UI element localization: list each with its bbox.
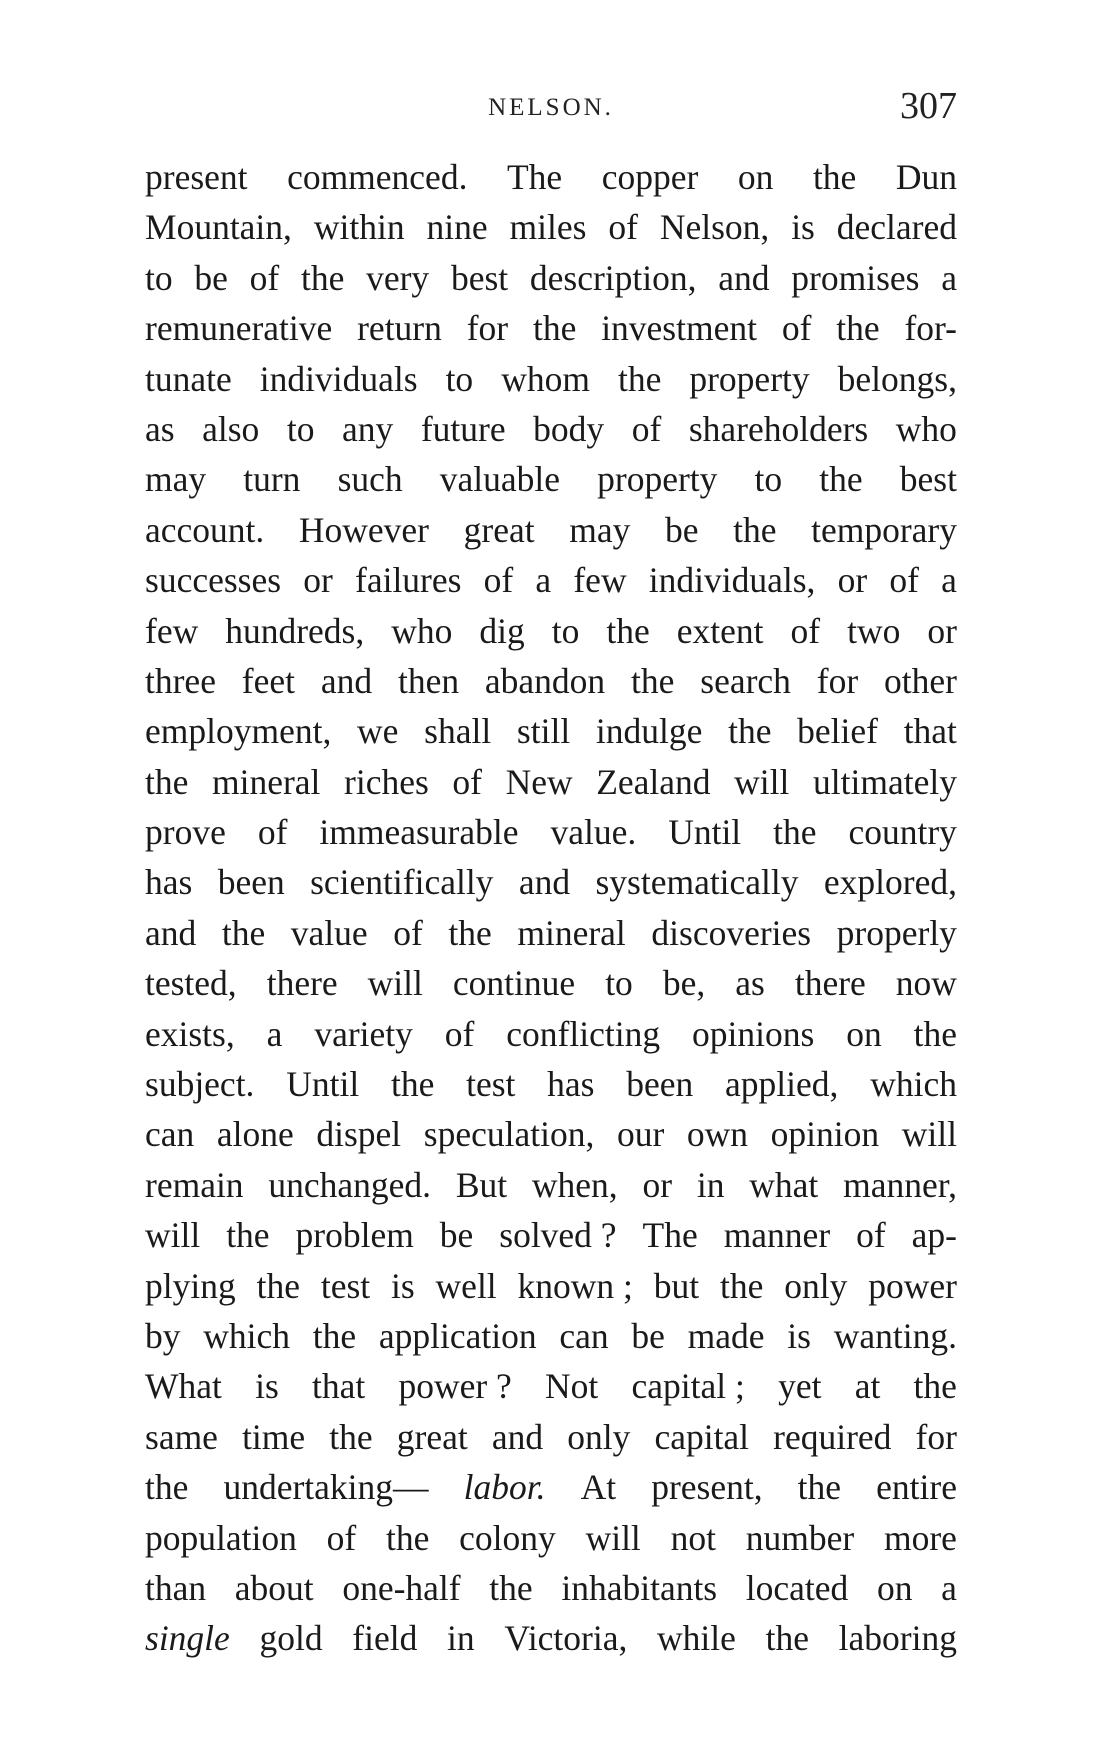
word: the bbox=[448, 912, 492, 953]
word: of bbox=[608, 207, 638, 248]
word: and bbox=[491, 1416, 544, 1457]
text-line bbox=[145, 1462, 957, 1512]
word: a bbox=[941, 560, 957, 601]
text-line bbox=[145, 1513, 957, 1563]
word: of bbox=[393, 912, 423, 953]
word: at bbox=[854, 1366, 881, 1407]
word: only bbox=[784, 1265, 848, 1306]
word: a bbox=[941, 1567, 957, 1608]
word: plying bbox=[145, 1265, 236, 1306]
word: as bbox=[145, 408, 175, 449]
word: best bbox=[450, 257, 509, 298]
word: the bbox=[836, 308, 880, 349]
word: search bbox=[700, 660, 791, 701]
word: conflicting bbox=[506, 1013, 661, 1054]
word: entire bbox=[876, 1467, 957, 1508]
text-line bbox=[145, 202, 957, 252]
text-line bbox=[145, 1613, 957, 1663]
word: number bbox=[745, 1517, 855, 1558]
word: is bbox=[391, 1265, 415, 1306]
word: The bbox=[507, 157, 563, 197]
word: or bbox=[837, 560, 868, 601]
word: turn bbox=[243, 459, 301, 500]
text-line bbox=[145, 1059, 957, 1109]
word: who bbox=[895, 408, 957, 449]
word: of bbox=[631, 408, 662, 449]
body-text bbox=[145, 152, 957, 1664]
word: The bbox=[642, 1215, 698, 1256]
word: be bbox=[631, 1315, 665, 1356]
word: Until bbox=[286, 1064, 360, 1105]
word: copper bbox=[601, 157, 699, 197]
word: more bbox=[883, 1517, 957, 1558]
word: been bbox=[626, 1064, 694, 1105]
word: is bbox=[255, 1366, 279, 1407]
word: the bbox=[386, 1517, 430, 1558]
word: is bbox=[787, 1315, 811, 1356]
text-line bbox=[145, 253, 957, 303]
word: now bbox=[895, 963, 957, 1004]
word: What bbox=[145, 1366, 222, 1407]
word: only bbox=[567, 1416, 631, 1457]
word: for bbox=[466, 308, 509, 349]
word: Victoria, bbox=[504, 1618, 628, 1659]
word: hundreds, bbox=[225, 610, 365, 651]
word: our bbox=[616, 1114, 665, 1155]
word: the bbox=[329, 1416, 373, 1457]
word: field bbox=[352, 1618, 418, 1659]
word: shall bbox=[424, 711, 492, 752]
word: the bbox=[300, 257, 345, 298]
word: prove bbox=[145, 812, 226, 853]
text-line bbox=[145, 1261, 957, 1311]
word: to bbox=[605, 963, 633, 1004]
word: power bbox=[868, 1265, 957, 1306]
word: present, bbox=[651, 1467, 763, 1508]
word: will bbox=[901, 1114, 957, 1155]
text-line bbox=[145, 555, 957, 605]
word: wanting. bbox=[833, 1315, 957, 1356]
word: But bbox=[455, 1164, 508, 1205]
word: immeasurable bbox=[319, 812, 519, 853]
word: valuable bbox=[439, 459, 561, 500]
word: mineral bbox=[517, 912, 626, 953]
word: one-half bbox=[342, 1567, 461, 1608]
word: two bbox=[847, 610, 901, 651]
text-line bbox=[145, 152, 957, 202]
word: value bbox=[290, 912, 368, 953]
word: variety bbox=[314, 1013, 413, 1054]
word: be bbox=[439, 1215, 474, 1256]
word: who bbox=[391, 610, 453, 651]
word: or bbox=[927, 610, 957, 651]
word: alone bbox=[216, 1114, 294, 1155]
word: the bbox=[913, 1013, 957, 1054]
word: a bbox=[266, 1013, 283, 1054]
word: promises bbox=[791, 257, 920, 298]
word: be, bbox=[662, 963, 706, 1004]
word: required bbox=[773, 1416, 892, 1457]
word: successes bbox=[145, 560, 282, 601]
word: of bbox=[856, 1215, 886, 1256]
word: shareholders bbox=[688, 408, 869, 449]
word: colony bbox=[459, 1517, 556, 1558]
word: such bbox=[337, 459, 403, 500]
word: then bbox=[397, 660, 460, 701]
word: what bbox=[749, 1164, 819, 1205]
word: exists, bbox=[145, 1013, 235, 1054]
italic-word: labor. bbox=[463, 1467, 546, 1508]
word: country bbox=[848, 812, 957, 853]
word: feet bbox=[241, 660, 295, 701]
word: well bbox=[435, 1265, 497, 1306]
text-line bbox=[145, 1311, 957, 1361]
word: the bbox=[797, 1467, 842, 1508]
word: as bbox=[735, 963, 765, 1004]
word: properly bbox=[836, 912, 957, 953]
word: the bbox=[773, 812, 817, 853]
page-number: 307 bbox=[900, 85, 957, 127]
word: individuals bbox=[259, 358, 418, 399]
word: the bbox=[720, 1265, 764, 1306]
word: of bbox=[790, 610, 821, 651]
word: may bbox=[145, 459, 207, 500]
word: description, bbox=[529, 257, 697, 298]
word: scientifically bbox=[310, 862, 494, 903]
word: than bbox=[145, 1567, 207, 1608]
word: in bbox=[447, 1618, 475, 1659]
word: extent bbox=[676, 610, 764, 651]
word: Until bbox=[668, 812, 742, 853]
word: of bbox=[249, 257, 280, 298]
word: and bbox=[518, 862, 571, 903]
word: the bbox=[819, 459, 863, 500]
word: subject. bbox=[145, 1064, 255, 1105]
word: remain bbox=[145, 1164, 244, 1205]
word: on bbox=[737, 157, 774, 197]
word: be bbox=[194, 257, 228, 298]
word: property bbox=[597, 459, 718, 500]
word: of bbox=[257, 812, 288, 853]
word: value. bbox=[550, 812, 637, 853]
word: and bbox=[320, 660, 373, 701]
word: tested, bbox=[145, 963, 237, 1004]
word: which bbox=[870, 1064, 957, 1105]
word: same bbox=[145, 1416, 218, 1457]
word: in bbox=[696, 1164, 725, 1205]
word: on bbox=[876, 1567, 913, 1608]
word: indulge bbox=[595, 711, 703, 752]
word: ap- bbox=[911, 1215, 957, 1256]
word: to bbox=[286, 408, 315, 449]
word: can bbox=[145, 1114, 195, 1155]
word: the bbox=[226, 1215, 270, 1256]
word: the bbox=[145, 1467, 189, 1508]
word: temporary bbox=[811, 509, 957, 550]
word: tunate bbox=[145, 358, 232, 399]
text-line bbox=[145, 1563, 957, 1613]
running-head bbox=[145, 84, 957, 134]
word: time bbox=[242, 1416, 306, 1457]
text-line bbox=[145, 706, 957, 756]
word: that bbox=[312, 1366, 366, 1407]
word: manner, bbox=[843, 1164, 957, 1205]
running-title: NELSON. bbox=[488, 94, 614, 121]
word: miles bbox=[509, 207, 587, 248]
text-line bbox=[145, 1160, 957, 1210]
word: Zealand bbox=[596, 761, 711, 802]
word: very bbox=[366, 257, 430, 298]
word: best bbox=[899, 459, 957, 500]
text-line bbox=[145, 908, 957, 958]
word: to bbox=[754, 459, 783, 500]
word: of bbox=[889, 560, 919, 601]
text-line bbox=[145, 656, 957, 706]
word: few bbox=[145, 610, 199, 651]
word: systematically bbox=[595, 862, 799, 903]
word: we bbox=[357, 711, 399, 752]
word: great bbox=[396, 1416, 468, 1457]
word: own bbox=[686, 1114, 749, 1155]
text-line bbox=[145, 505, 957, 555]
word: of bbox=[452, 761, 482, 802]
word: body bbox=[533, 408, 605, 449]
word: of bbox=[444, 1013, 475, 1054]
word: population bbox=[145, 1517, 297, 1558]
text-line bbox=[145, 807, 957, 857]
word: whom bbox=[501, 358, 590, 399]
word: the bbox=[145, 761, 189, 802]
word: still bbox=[516, 711, 571, 752]
word: for bbox=[816, 660, 859, 701]
word: discoveries bbox=[651, 912, 812, 953]
word: opinions bbox=[691, 1013, 815, 1054]
word: belongs, bbox=[837, 358, 957, 399]
word: the bbox=[256, 1265, 300, 1306]
text-line bbox=[145, 454, 957, 504]
word: while bbox=[657, 1618, 736, 1659]
word: and bbox=[718, 257, 770, 298]
word: abandon bbox=[484, 660, 606, 701]
word: failures bbox=[355, 560, 462, 601]
word: the bbox=[728, 711, 772, 752]
word: continue bbox=[452, 963, 576, 1004]
word: three bbox=[145, 660, 216, 701]
word: known ; bbox=[517, 1265, 633, 1306]
word: has bbox=[145, 862, 193, 903]
word: on bbox=[846, 1013, 882, 1054]
word: power ? bbox=[398, 1366, 512, 1407]
word: future bbox=[420, 408, 506, 449]
word: which bbox=[203, 1315, 291, 1356]
word: Nelson, bbox=[659, 207, 770, 248]
word: account. bbox=[145, 509, 265, 550]
word: application bbox=[378, 1315, 537, 1356]
word: test bbox=[466, 1064, 516, 1105]
word: return bbox=[357, 308, 442, 349]
word: of bbox=[483, 560, 514, 601]
word: been bbox=[217, 862, 285, 903]
word: may bbox=[569, 509, 631, 550]
text-line bbox=[145, 1412, 957, 1462]
word: mineral bbox=[211, 761, 321, 802]
word: the bbox=[617, 358, 662, 399]
text-line bbox=[145, 757, 957, 807]
word: will bbox=[145, 1215, 201, 1256]
word: applied, bbox=[725, 1064, 839, 1105]
word: will bbox=[734, 761, 790, 802]
word: there bbox=[266, 963, 338, 1004]
word: However bbox=[298, 509, 429, 550]
word: for bbox=[915, 1416, 957, 1457]
word: Mountain, bbox=[145, 207, 292, 248]
word: manner bbox=[723, 1215, 831, 1256]
word: dispel bbox=[316, 1114, 402, 1155]
word: Not bbox=[545, 1366, 599, 1407]
word: inhabitants bbox=[561, 1567, 718, 1608]
word: riches bbox=[344, 761, 429, 802]
word: to bbox=[445, 358, 474, 399]
word: yet bbox=[778, 1366, 822, 1407]
word: few bbox=[573, 560, 627, 601]
word: ultimately bbox=[813, 761, 957, 802]
word: speculation, bbox=[423, 1114, 595, 1155]
word: dig bbox=[479, 610, 525, 651]
word: the bbox=[390, 1064, 435, 1105]
word: remunerative bbox=[145, 308, 333, 349]
word: or bbox=[642, 1164, 673, 1205]
word: but bbox=[653, 1265, 700, 1306]
word: capital bbox=[654, 1416, 750, 1457]
word: the bbox=[765, 1618, 809, 1659]
italic-word: single bbox=[145, 1618, 230, 1659]
word: undertaking— bbox=[223, 1467, 429, 1508]
word: the bbox=[489, 1567, 533, 1608]
text-line bbox=[145, 1361, 957, 1411]
text-line bbox=[145, 958, 957, 1008]
word: can bbox=[559, 1315, 609, 1356]
word: the bbox=[312, 1315, 357, 1356]
text-line bbox=[145, 1009, 957, 1059]
word: has bbox=[547, 1064, 595, 1105]
word: employment, bbox=[145, 711, 332, 752]
word: also bbox=[202, 408, 260, 449]
word: great bbox=[463, 509, 535, 550]
word: the bbox=[733, 509, 777, 550]
word: property bbox=[689, 358, 810, 399]
text-line bbox=[145, 606, 957, 656]
word: to bbox=[551, 610, 580, 651]
word: other bbox=[884, 660, 957, 701]
word: the bbox=[606, 610, 650, 651]
word: for- bbox=[904, 308, 957, 349]
word: by bbox=[145, 1315, 181, 1356]
word: when, bbox=[531, 1164, 618, 1205]
word: test bbox=[320, 1265, 371, 1306]
word: that bbox=[903, 711, 957, 752]
word: the bbox=[631, 660, 675, 701]
word: belief bbox=[797, 711, 878, 752]
word: Dun bbox=[895, 157, 957, 197]
word: made bbox=[687, 1315, 765, 1356]
word: solved ? bbox=[499, 1215, 617, 1256]
word: New bbox=[505, 761, 573, 802]
word: unchanged. bbox=[268, 1164, 432, 1205]
word: will bbox=[585, 1517, 641, 1558]
word: or bbox=[303, 560, 333, 601]
word: individuals, bbox=[648, 560, 816, 601]
word: within bbox=[313, 207, 405, 248]
text-line bbox=[145, 1210, 957, 1260]
word: is bbox=[791, 207, 815, 248]
word: the bbox=[532, 308, 577, 349]
word: to bbox=[145, 257, 173, 298]
word: opinion bbox=[770, 1114, 880, 1155]
word: be bbox=[664, 509, 699, 550]
word: present bbox=[145, 157, 248, 197]
word: gold bbox=[259, 1618, 323, 1659]
word: any bbox=[342, 408, 394, 449]
word: capital ; bbox=[631, 1366, 745, 1407]
word: about bbox=[234, 1567, 314, 1608]
word: At bbox=[580, 1467, 617, 1508]
word: of bbox=[781, 308, 812, 349]
word: nine bbox=[426, 207, 488, 248]
word: the bbox=[913, 1366, 957, 1407]
word: not bbox=[670, 1517, 716, 1558]
word: problem bbox=[295, 1215, 414, 1256]
word: commenced. bbox=[287, 157, 468, 197]
text-line bbox=[145, 404, 957, 454]
word: of bbox=[326, 1517, 357, 1558]
word: declared bbox=[836, 207, 957, 248]
word: laboring bbox=[838, 1618, 957, 1659]
text-line bbox=[145, 303, 957, 353]
word: there bbox=[794, 963, 866, 1004]
text-line bbox=[145, 1109, 957, 1159]
word: and bbox=[145, 912, 197, 953]
text-line bbox=[145, 857, 957, 907]
word: the bbox=[812, 157, 857, 197]
word: will bbox=[367, 963, 423, 1004]
word: investment bbox=[601, 308, 757, 349]
word: a bbox=[941, 257, 957, 298]
word: explored, bbox=[823, 862, 957, 903]
word: a bbox=[535, 560, 552, 601]
word: the bbox=[221, 912, 266, 953]
word: located bbox=[745, 1567, 849, 1608]
text-line bbox=[145, 354, 957, 404]
